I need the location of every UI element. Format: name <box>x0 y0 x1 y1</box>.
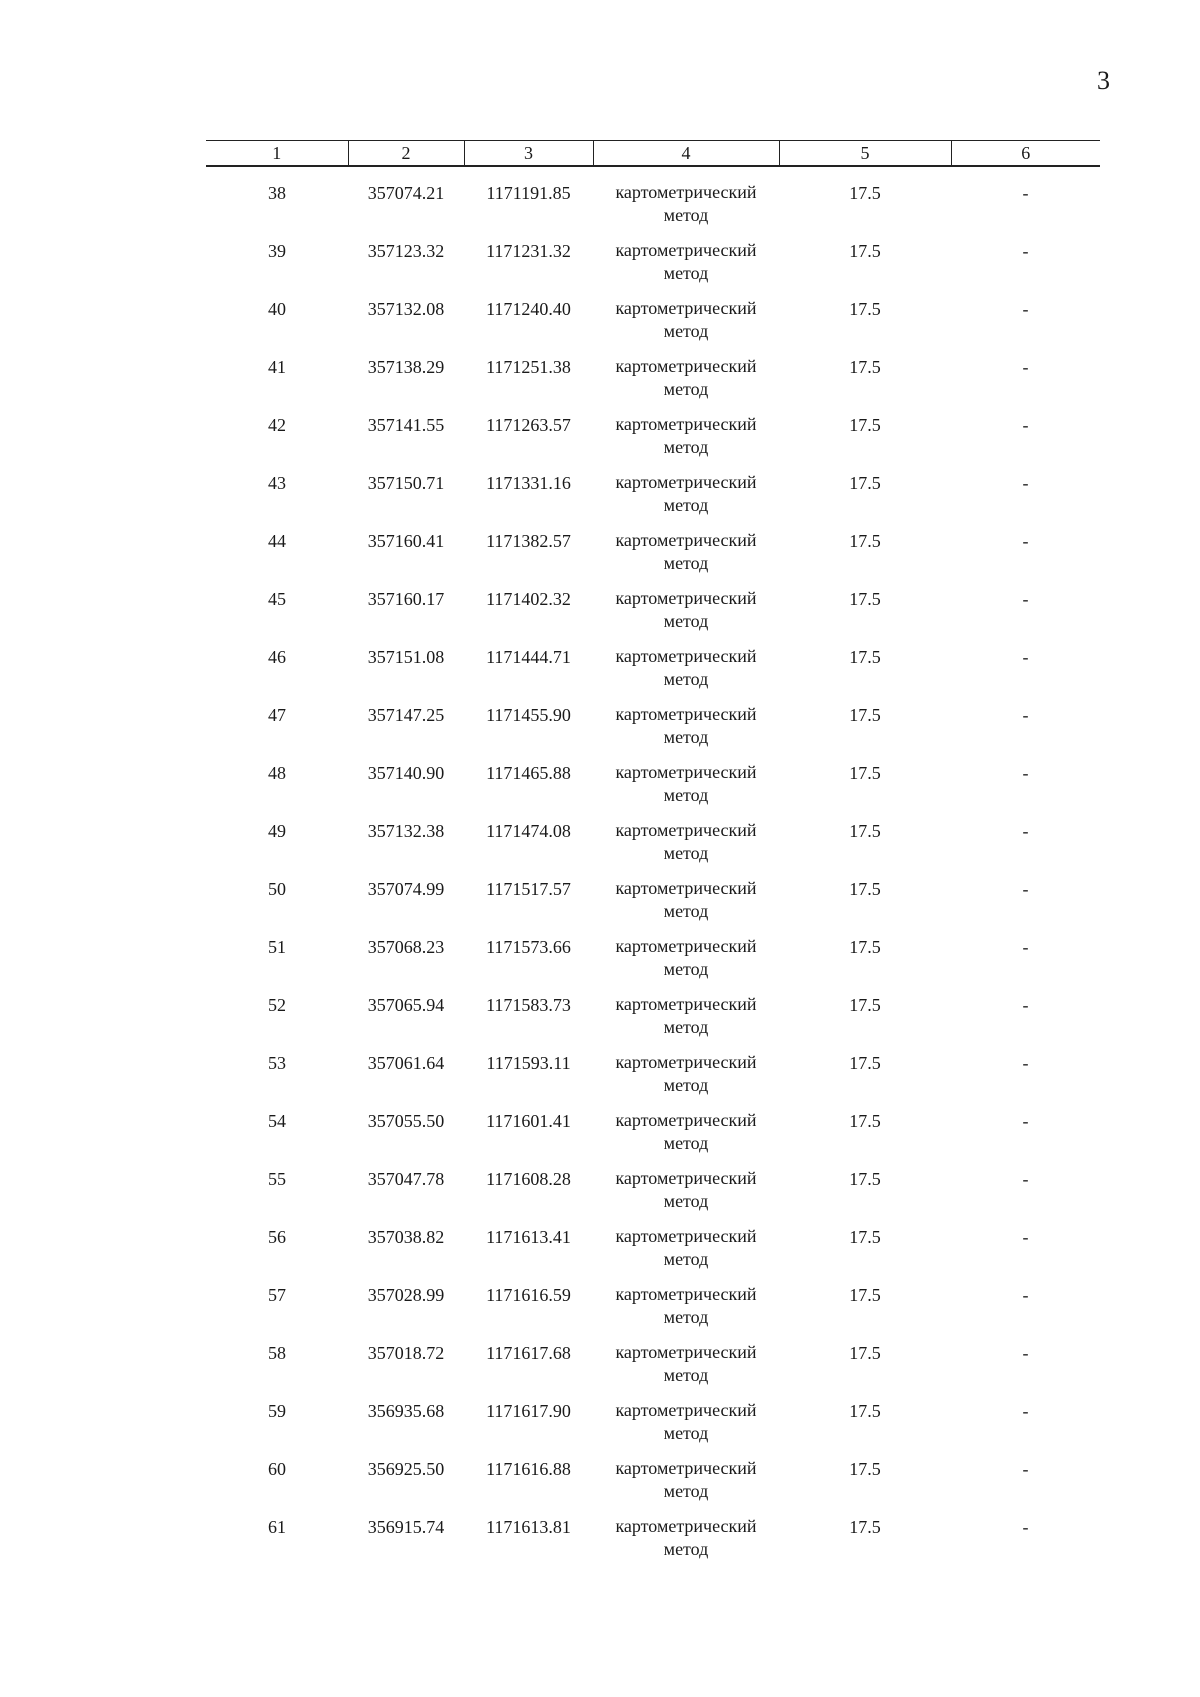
cell-coordinate-y: 1171608.28 <box>486 1169 571 1189</box>
cell-coordinate-x: 357047.78 <box>367 1169 445 1189</box>
cell-coordinate-x: 357132.38 <box>367 821 445 841</box>
cell-method <box>593 993 779 1051</box>
cell-coordinate-y: 1171593.11 <box>486 1053 571 1073</box>
cell-method <box>593 471 779 529</box>
cell-point-number: 58 <box>268 1343 286 1363</box>
cell-coordinate-y: 1171240.40 <box>486 299 571 319</box>
cell-method <box>593 877 779 935</box>
cell-coordinate-y: 1171474.08 <box>486 821 571 841</box>
table-row <box>206 1399 1100 1457</box>
cell-point-number: 57 <box>268 1285 286 1305</box>
cell-accuracy: 17.5 <box>849 1111 881 1131</box>
table-row <box>206 529 1100 587</box>
cell-note: - <box>1022 705 1029 725</box>
cell-method <box>593 761 779 819</box>
table-row <box>206 166 1100 239</box>
cell-coordinate-x: 357018.72 <box>367 1343 445 1363</box>
cell-method <box>593 587 779 645</box>
cell-coordinate-x: 357065.94 <box>367 995 445 1015</box>
cell-coordinate-x: 357138.29 <box>367 357 445 377</box>
cell-point-number: 43 <box>268 473 286 493</box>
table-row <box>206 355 1100 413</box>
method-text: картометрический метод <box>615 414 757 457</box>
cell-point-number: 40 <box>268 299 286 319</box>
table-row <box>206 1283 1100 1341</box>
header-cell-3: 3 <box>464 141 593 167</box>
cell-point-number: 42 <box>268 415 286 435</box>
cell-coordinate-y: 1171263.57 <box>486 415 571 435</box>
table-row <box>206 761 1100 819</box>
table-row <box>206 993 1100 1051</box>
table-row <box>206 413 1100 471</box>
cell-coordinate-x: 357151.08 <box>367 647 445 667</box>
cell-accuracy: 17.5 <box>849 241 881 261</box>
cell-method <box>593 1283 779 1341</box>
cell-point-number: 47 <box>268 705 286 725</box>
method-text: картометрический метод <box>615 1052 757 1095</box>
cell-note: - <box>1022 1285 1029 1305</box>
table-row <box>206 1457 1100 1515</box>
cell-accuracy: 17.5 <box>849 1401 881 1421</box>
cell-method <box>593 413 779 471</box>
method-text: картометрический метод <box>615 1458 757 1501</box>
cell-coordinate-y: 1171444.71 <box>486 647 571 667</box>
method-text: картометрический метод <box>615 472 757 515</box>
coordinates-table <box>206 140 1100 1573</box>
cell-coordinate-x: 357068.23 <box>367 937 445 957</box>
table-row <box>206 587 1100 645</box>
cell-note: - <box>1022 473 1029 493</box>
table-row <box>206 1341 1100 1399</box>
cell-method <box>593 819 779 877</box>
table-body <box>206 166 1100 1573</box>
cell-coordinate-x: 357038.82 <box>367 1227 445 1247</box>
cell-accuracy: 17.5 <box>849 299 881 319</box>
cell-point-number: 39 <box>268 241 286 261</box>
cell-coordinate-x: 357150.71 <box>367 473 445 493</box>
cell-method <box>593 935 779 993</box>
cell-accuracy: 17.5 <box>849 1285 881 1305</box>
cell-coordinate-y: 1171616.59 <box>486 1285 571 1305</box>
cell-point-number: 61 <box>268 1517 286 1537</box>
cell-point-number: 55 <box>268 1169 286 1189</box>
cell-note: - <box>1022 1343 1029 1363</box>
cell-coordinate-y: 1171617.68 <box>486 1343 571 1363</box>
cell-coordinate-y: 1171455.90 <box>486 705 571 725</box>
coordinates-table-container <box>206 140 1100 1573</box>
header-cell-1: 1 <box>206 141 348 167</box>
cell-accuracy: 17.5 <box>849 415 881 435</box>
cell-note: - <box>1022 763 1029 783</box>
method-text: картометрический метод <box>615 298 757 341</box>
method-text: картометрический метод <box>615 182 757 225</box>
cell-method <box>593 1225 779 1283</box>
cell-coordinate-y: 1171251.38 <box>486 357 571 377</box>
cell-coordinate-y: 1171601.41 <box>486 1111 571 1131</box>
cell-note: - <box>1022 357 1029 377</box>
cell-accuracy: 17.5 <box>849 937 881 957</box>
table-row <box>206 877 1100 935</box>
cell-coordinate-y: 1171613.41 <box>486 1227 571 1247</box>
cell-accuracy: 17.5 <box>849 357 881 377</box>
cell-coordinate-x: 357147.25 <box>367 705 445 725</box>
cell-accuracy: 17.5 <box>849 1227 881 1247</box>
cell-point-number: 54 <box>268 1111 286 1131</box>
cell-note: - <box>1022 1111 1029 1131</box>
cell-method <box>593 166 779 239</box>
cell-method <box>593 1341 779 1399</box>
method-text: картометрический метод <box>615 356 757 399</box>
cell-coordinate-y: 1171613.81 <box>486 1517 571 1537</box>
cell-point-number: 52 <box>268 995 286 1015</box>
cell-coordinate-x: 357141.55 <box>367 415 445 435</box>
cell-point-number: 45 <box>268 589 286 609</box>
cell-note: - <box>1022 183 1029 203</box>
cell-method <box>593 1515 779 1573</box>
method-text: картометрический метод <box>615 936 757 979</box>
cell-coordinate-y: 1171231.32 <box>486 241 571 261</box>
cell-coordinate-x: 357160.41 <box>367 531 445 551</box>
cell-point-number: 56 <box>268 1227 286 1247</box>
table-row <box>206 1515 1100 1573</box>
cell-note: - <box>1022 1053 1029 1073</box>
cell-coordinate-y: 1171382.57 <box>486 531 571 551</box>
cell-note: - <box>1022 937 1029 957</box>
cell-coordinate-x: 357028.99 <box>367 1285 445 1305</box>
table-row <box>206 703 1100 761</box>
cell-method <box>593 1051 779 1109</box>
cell-note: - <box>1022 1169 1029 1189</box>
cell-point-number: 59 <box>268 1401 286 1421</box>
cell-coordinate-y: 1171331.16 <box>486 473 571 493</box>
cell-coordinate-x: 357160.17 <box>367 589 445 609</box>
header-cell-4: 4 <box>593 141 779 167</box>
cell-coordinate-y: 1171583.73 <box>486 995 571 1015</box>
cell-coordinate-y: 1171191.85 <box>486 183 571 203</box>
cell-note: - <box>1022 299 1029 319</box>
cell-point-number: 51 <box>268 937 286 957</box>
cell-accuracy: 17.5 <box>849 763 881 783</box>
cell-point-number: 49 <box>268 821 286 841</box>
method-text: картометрический метод <box>615 1110 757 1153</box>
cell-coordinate-x: 357132.08 <box>367 299 445 319</box>
cell-note: - <box>1022 589 1029 609</box>
cell-accuracy: 17.5 <box>849 705 881 725</box>
table-row <box>206 1225 1100 1283</box>
cell-coordinate-x: 357074.99 <box>367 879 445 899</box>
cell-accuracy: 17.5 <box>849 1517 881 1537</box>
cell-accuracy: 17.5 <box>849 531 881 551</box>
cell-coordinate-x: 356925.50 <box>367 1459 445 1479</box>
table-row <box>206 1167 1100 1225</box>
cell-point-number: 53 <box>268 1053 286 1073</box>
method-text: картометрический метод <box>615 878 757 921</box>
cell-coordinate-y: 1171617.90 <box>486 1401 571 1421</box>
cell-point-number: 60 <box>268 1459 286 1479</box>
method-text: картометрический метод <box>615 1226 757 1269</box>
cell-accuracy: 17.5 <box>849 183 881 203</box>
method-text: картометрический метод <box>615 1400 757 1443</box>
method-text: картометрический метод <box>615 530 757 573</box>
cell-method <box>593 645 779 703</box>
cell-method <box>593 703 779 761</box>
table-row <box>206 819 1100 877</box>
cell-accuracy: 17.5 <box>849 821 881 841</box>
cell-note: - <box>1022 647 1029 667</box>
table-row <box>206 935 1100 993</box>
cell-point-number: 38 <box>268 183 286 203</box>
cell-method <box>593 529 779 587</box>
cell-accuracy: 17.5 <box>849 1053 881 1073</box>
cell-point-number: 48 <box>268 763 286 783</box>
cell-coordinate-y: 1171402.32 <box>486 589 571 609</box>
cell-method <box>593 1457 779 1515</box>
cell-note: - <box>1022 415 1029 435</box>
method-text: картометрический метод <box>615 762 757 805</box>
cell-accuracy: 17.5 <box>849 473 881 493</box>
cell-coordinate-x: 357055.50 <box>367 1111 445 1131</box>
cell-note: - <box>1022 995 1029 1015</box>
cell-coordinate-x: 356935.68 <box>367 1401 445 1421</box>
cell-accuracy: 17.5 <box>849 589 881 609</box>
cell-note: - <box>1022 1401 1029 1421</box>
cell-note: - <box>1022 1517 1029 1537</box>
cell-point-number: 46 <box>268 647 286 667</box>
cell-method <box>593 297 779 355</box>
cell-accuracy: 17.5 <box>849 879 881 899</box>
cell-coordinate-x: 357074.21 <box>367 183 445 203</box>
method-text: картометрический метод <box>615 1342 757 1385</box>
cell-method <box>593 1109 779 1167</box>
cell-coordinate-y: 1171573.66 <box>486 937 571 957</box>
header-cell-5: 5 <box>779 141 951 167</box>
cell-note: - <box>1022 821 1029 841</box>
cell-accuracy: 17.5 <box>849 647 881 667</box>
cell-accuracy: 17.5 <box>849 1343 881 1363</box>
method-text: картометрический метод <box>615 240 757 283</box>
table-row <box>206 297 1100 355</box>
cell-coordinate-x: 357061.64 <box>367 1053 445 1073</box>
header-cell-6: 6 <box>951 141 1100 167</box>
header-cell-2: 2 <box>348 141 464 167</box>
cell-coordinate-y: 1171517.57 <box>486 879 571 899</box>
cell-note: - <box>1022 1459 1029 1479</box>
method-text: картометрический метод <box>615 646 757 689</box>
table-header <box>206 141 1100 167</box>
cell-note: - <box>1022 1227 1029 1247</box>
method-text: картометрический метод <box>615 1516 757 1559</box>
cell-accuracy: 17.5 <box>849 1169 881 1189</box>
page-number: 3 <box>1097 66 1110 95</box>
cell-coordinate-y: 1171616.88 <box>486 1459 571 1479</box>
cell-method <box>593 1167 779 1225</box>
table-row <box>206 645 1100 703</box>
cell-coordinate-x: 356915.74 <box>367 1517 445 1537</box>
table-row <box>206 1109 1100 1167</box>
cell-method <box>593 1399 779 1457</box>
cell-accuracy: 17.5 <box>849 995 881 1015</box>
cell-method <box>593 239 779 297</box>
cell-coordinate-x: 357140.90 <box>367 763 445 783</box>
cell-coordinate-x: 357123.32 <box>367 241 445 261</box>
cell-point-number: 41 <box>268 357 286 377</box>
cell-coordinate-y: 1171465.88 <box>486 763 571 783</box>
table-row <box>206 1051 1100 1109</box>
method-text: картометрический метод <box>615 994 757 1037</box>
method-text: картометрический метод <box>615 1284 757 1327</box>
cell-point-number: 50 <box>268 879 286 899</box>
table-row <box>206 239 1100 297</box>
method-text: картометрический метод <box>615 588 757 631</box>
method-text: картометрический метод <box>615 1168 757 1211</box>
table-row <box>206 471 1100 529</box>
cell-method <box>593 355 779 413</box>
cell-accuracy: 17.5 <box>849 1459 881 1479</box>
method-text: картометрический метод <box>615 704 757 747</box>
cell-note: - <box>1022 879 1029 899</box>
method-text: картометрический метод <box>615 820 757 863</box>
header-row <box>206 141 1100 167</box>
cell-point-number: 44 <box>268 531 286 551</box>
cell-note: - <box>1022 241 1029 261</box>
cell-note: - <box>1022 531 1029 551</box>
